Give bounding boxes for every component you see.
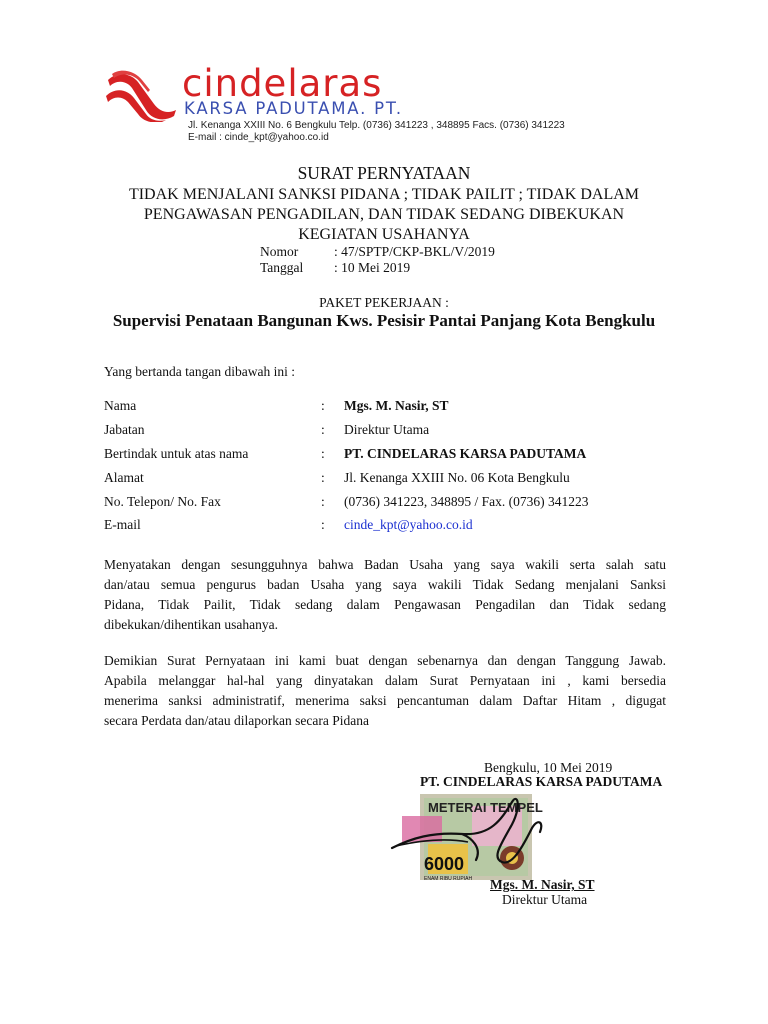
row-label-alamat: Alamat: [104, 470, 144, 485]
row-label-email: E-mail: [104, 517, 141, 532]
row-colon: :: [321, 422, 325, 437]
paragraph-line: dibekukan/dihentikan usahanya.: [104, 617, 278, 632]
row-value-bertindak: PT. CINDELARAS KARSA PADUTAMA: [344, 446, 587, 461]
paragraph-line: Menyatakan dengan sesungguhnya bahwa Badan Usaha yang saya wakili serta salah satu: [104, 557, 666, 572]
closing-paragraph: [104, 651, 666, 731]
paket-title: Supervisi Penataan Bangunan Kws. Pesisir Pantai Panjang Kota Bengkulu: [112, 311, 656, 330]
document-title: SURAT PERNYATAAN: [297, 163, 471, 183]
document-subtitle-line-2: PENGAWASAN PENGADILAN, DAN TIDAK SEDANG DIBEKUKAN: [143, 206, 625, 223]
document-subtitle-line-3: KEGIATAN USAHANYA: [298, 226, 470, 243]
statement-paragraph: [104, 555, 666, 635]
row-label-jabatan: Jabatan: [104, 422, 145, 437]
paragraph-line: dan/atau semua pengurus badan Usaha yang saya wakili Tidak Sedang menjalani Sanksi: [104, 577, 666, 592]
row-value-email-link[interactable]: cinde_kpt@yahoo.co.id: [344, 517, 473, 532]
row-value-nama: Mgs. M. Nasir, ST: [344, 398, 449, 413]
row-value-alamat: Jl. Kenanga XXIII No. 06 Kota Bengkulu: [344, 470, 570, 485]
paragraph-line: Apabila melanggar hal-hal yang dinyatakan dalam Surat Pernyataan ini , kami bersedia: [104, 673, 666, 688]
tanggal-label: Tanggal: [260, 260, 304, 275]
row-value-telepon: (0736) 341223, 348895 / Fax. (0736) 341223: [344, 494, 589, 509]
sign-place-date: Bengkulu, 10 Mei 2019: [484, 760, 613, 775]
revenue-stamp-with-signature: [372, 788, 554, 884]
row-colon: :: [321, 494, 325, 509]
row-colon: :: [321, 446, 325, 461]
signer-title: Direktur Utama: [502, 892, 588, 907]
row-value-jabatan: Direktur Utama: [344, 422, 430, 437]
stamp-value: 6000: [424, 854, 465, 874]
paragraph-line: menerima sanksi administratif, menerima saksi pencantuman dalam Daftar Hitam , digugat: [104, 693, 666, 708]
letterhead-address: Jl. Kenanga XXIII No. 6 Bengkulu Telp. (0736) 341223 , 348895 Facs. (0736) 341223: [188, 120, 565, 131]
tanggal-value: : 10 Mei 2019: [334, 260, 411, 275]
stamp-caption: ENAM RIBU RUPIAH: [424, 876, 473, 882]
paragraph-line: secara Perdata dan/atau dilaporkan secara Pidana: [104, 713, 369, 728]
row-label-bertindak: Bertindak untuk atas nama: [104, 446, 249, 461]
company-logo-mark: [104, 70, 178, 122]
identity-intro: Yang bertanda tangan dibawah ini :: [104, 364, 295, 379]
paragraph-line: Demikian Surat Pernyataan ini kami buat dengan sebenarnya dan dengan Tanggung Jawab.: [104, 653, 666, 668]
paket-label: PAKET PEKERJAAN :: [319, 295, 449, 310]
brand-subtitle: KARSA PADUTAMA. PT.: [184, 99, 403, 118]
paragraph-line: Pidana, Tidak Pailit, Tidak sedang dalam Pengawasan Pengadilan dan Tidak sedang: [104, 597, 666, 612]
brand-name: cindelaras: [182, 62, 383, 105]
row-colon: :: [321, 470, 325, 485]
nomor-value: : 47/SPTP/CKP-BKL/V/2019: [334, 244, 495, 259]
nomor-label: Nomor: [260, 244, 299, 259]
row-label-telepon: No. Telepon/ No. Fax: [104, 494, 221, 509]
document-subtitle-line-1: TIDAK MENJALANI SANKSI PIDANA ; TIDAK PAILIT ; TIDAK DALAM: [128, 186, 640, 203]
stamp-label: METERAI TEMPEL: [428, 800, 543, 815]
letterhead-email: E-mail : cinde_kpt@yahoo.co.id: [188, 132, 329, 143]
signer-name: Mgs. M. Nasir, ST: [490, 877, 595, 892]
row-colon: :: [321, 517, 325, 532]
sign-company: PT. CINDELARAS KARSA PADUTAMA: [420, 774, 663, 789]
row-colon: :: [321, 398, 325, 413]
row-label-nama: Nama: [104, 398, 137, 413]
